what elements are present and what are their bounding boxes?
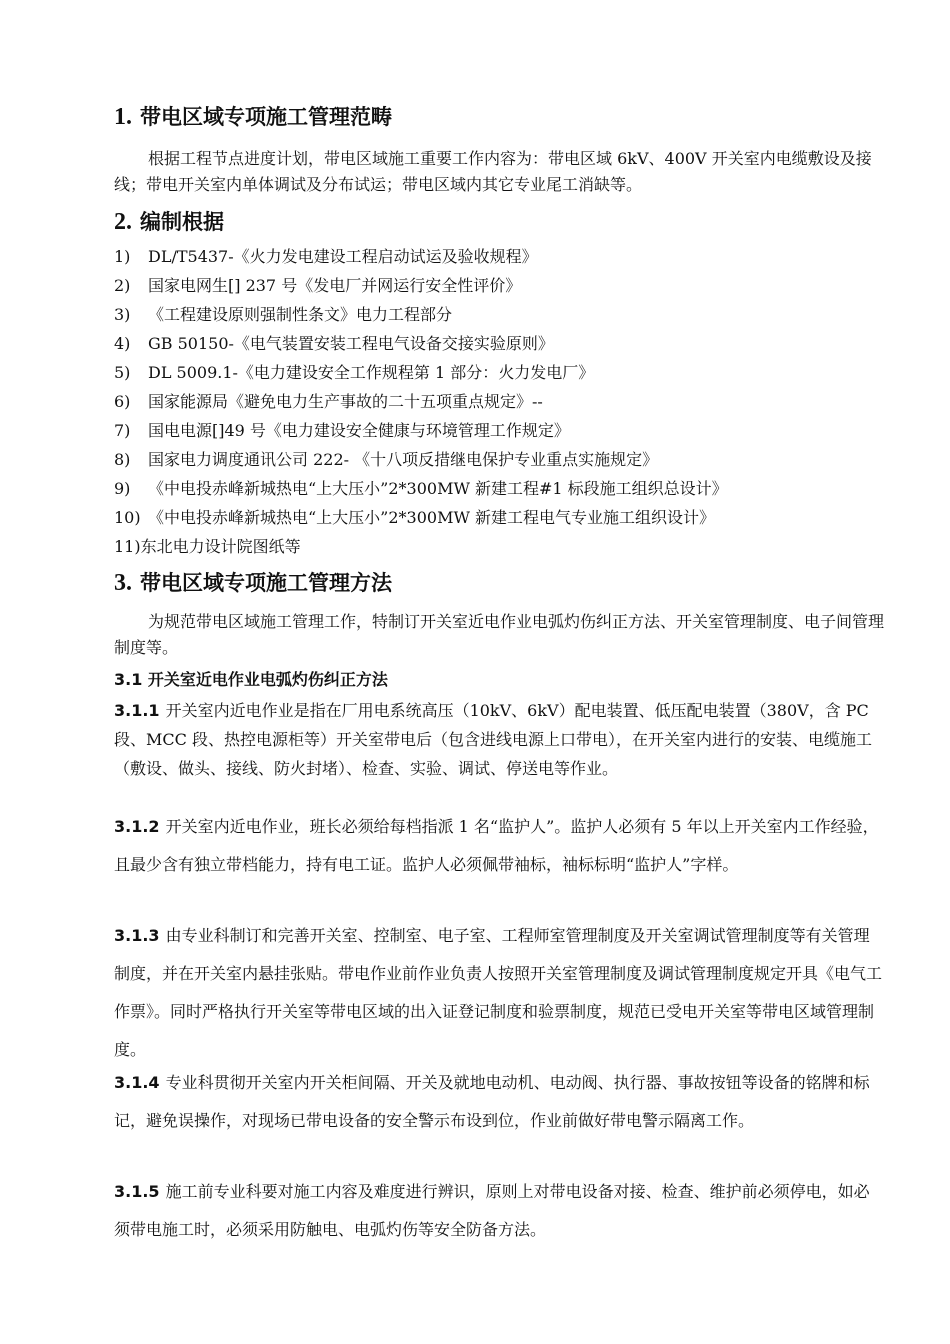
- clause-3-1-5: 3.1.5 施工前专业科要对施工内容及难度进行辨识，原则上对带电设备对接、检查、维护前必须停电，如必须带电施工时，必须采用防触电、电弧灼伤等安全防备方法。: [114, 1182, 870, 1239]
- reference-item: 6) 国家能源局《避免电力生产事故的二十五项重点规定》--: [114, 392, 543, 411]
- section-title: 编制根据: [140, 210, 224, 234]
- reference-item: 4) GB 50150-《电气装置安装工程电气设备交接实验原则》: [114, 334, 554, 353]
- reference-item: 7) 国电电源[]49 号《电力建设安全健康与环境管理工作规定》: [114, 421, 570, 440]
- section-number: 2.: [114, 209, 132, 235]
- section-number: 3.: [114, 570, 132, 596]
- section-3-heading: [114, 567, 392, 597]
- reference-item: 9) 《中电投赤峰新城热电“上大压小”2*300MW 新建工程#1 标段施工组织总设计》: [114, 479, 728, 498]
- section-title: 带电区域专项施工管理方法: [140, 571, 392, 595]
- clause-3-1-1: 3.1.1 开关室内近电作业是指在厂用电系统高压（10kV、6kV）配电装置、低压配电装置（380V，含 PC 段、MCC 段、热控电源柜等）开关室带电后（包含进线电源上口带电），在开关室内进行的安装、电缆施工（敷设、做头、接线、防火封堵）、检查、实验、调试、停送电等作业。: [114, 701, 872, 778]
- section-3-paragraph: 为规范带电区域施工管理工作，特制订开关室近电作业电弧灼伤纠正方法、开关室管理制度、电子间管理制度等。: [114, 612, 885, 657]
- reference-item: 2) 国家电网生[] 237 号《发电厂并网运行安全性评价》: [114, 276, 522, 295]
- reference-item: 8) 国家电力调度通讯公司 222- 《十八项反措继电保护专业重点实施规定》: [114, 450, 659, 469]
- reference-item: 5) DL 5009.1-《电力建设安全工作规程第 1 部分：火力发电厂》: [114, 363, 595, 382]
- reference-item: 1) DL/T5437-《火力发电建设工程启动试运及验收规程》: [114, 247, 538, 266]
- clause-3-1-3: 3.1.3 由专业科制订和完善开关室、控制室、电子室、工程师室管理制度及开关室调试管理制度等有关管理制度，并在开关室内悬挂张贴。带电作业前作业负责人按照开关室管理制度及调试管理制度规定开具《电气工作票》。同时严格执行开关室等带电区域的出入证登记制度和验票制度，规范已受电开关室等带电区域管理制度。: [114, 926, 883, 1059]
- reference-item: 3) 《工程建设原则强制性条文》电力工程部分: [114, 305, 453, 324]
- section-1-paragraph: 根据工程节点进度计划，带电区域施工重要工作内容为：带电区域 6kV、400V 开关室内电缆敷设及接线；带电开关室内单体调试及分布试运；带电区域内其它专业尾工消缺等。: [114, 149, 872, 194]
- clause-3-1-4: 3.1.4 专业科贯彻开关室内开关柜间隔、开关及就地电动机、电动阀、执行器、事故按钮等设备的铭牌和标记，避免误操作，对现场已带电设备的安全警示布设到位，作业前做好带电警示隔离工作。: [114, 1073, 870, 1130]
- subsection-3-1-heading: 3.1 开关室近电作业电弧灼伤纠正方法: [114, 670, 388, 689]
- section-number: 1.: [114, 104, 132, 130]
- reference-item: 10) 《中电投赤峰新城热电“上大压小”2*300MW 新建工程电气专业施工组织设计》: [114, 508, 715, 527]
- clause-3-1-2: 3.1.2 开关室内近电作业，班长必须给每档指派 1 名“监护人”。监护人必须有 5 年以上开关室内工作经验，且最少含有独立带档能力，持有电工证。监护人必须佩带袖标，袖标标明“监护人”字样。: [114, 817, 879, 874]
- reference-item: 11)东北电力设计院图纸等: [114, 537, 301, 556]
- section-title: 带电区域专项施工管理范畴: [140, 105, 392, 129]
- section-2-heading: [114, 206, 224, 236]
- section-1-heading: [114, 101, 392, 131]
